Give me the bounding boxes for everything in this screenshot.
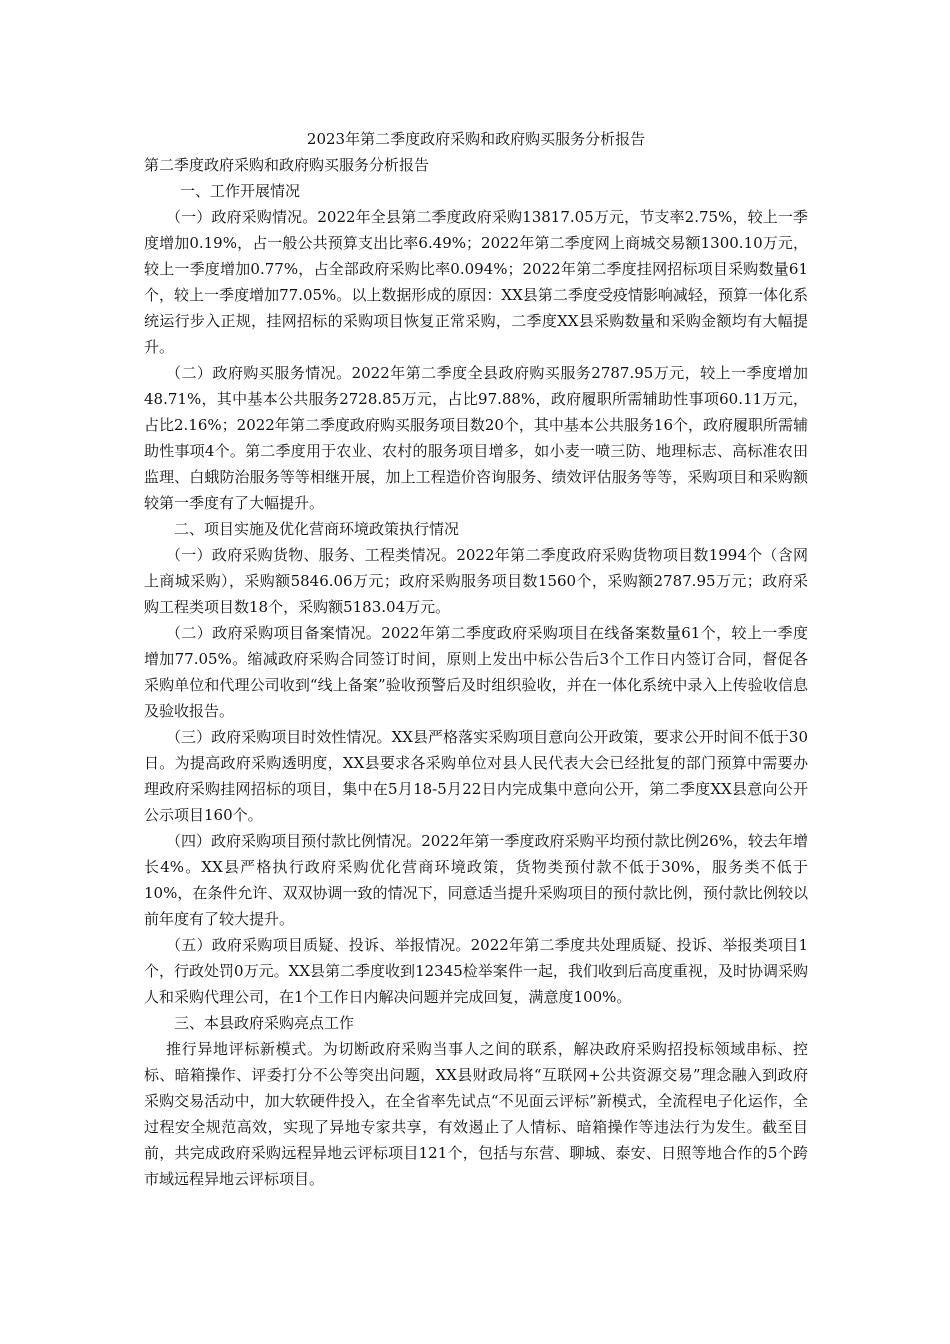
section-1-paragraph-1: （一）政府采购情况。2022年全县第二季度政府采购13817.05万元，节支率2.75%，较上一季度增加0.19%，占一般公共预算支出比率6.49%；2022年第二季度网上商城交易额1300.10万元，较上一季度增加0.77%，占全部政府采购比率0.094%；2022年第二季度挂网招标项目采购数量61个，较上一季度增加77.05%。以上数据形成的原因：XX县第二季度受疫情影响减轻，预算一体化系统运行步入正规，挂网招标的采购项目恢复正常采购，二季度XX县采购数量和采购金额均有大幅提升。: [144, 208, 808, 356]
section-heading-1: 一、工作开展情况: [180, 182, 301, 200]
section-2-paragraph-5: （五）政府采购项目质疑、投诉、举报情况。2022年第二季度共处理质疑、投诉、举报类项目1个，行政处罚0万元。XX县第二季度收到12345检举案件一起，我们收到后高度重视，及时协调采购人和采购代理公司，在1个工作日内解决问题并完成回复，满意度100%。: [144, 936, 808, 1006]
section-2-paragraph-1: （一）政府采购货物、服务、工程类情况。2022年第二季度政府采购货物项目数1994个（含网上商城采购），采购额5846.06万元；政府采购服务项目数1560个，采购额2787.95万元；政府采购工程类项目数18个，采购额5183.04万元。: [144, 546, 808, 616]
section-2-paragraph-4: （四）政府采购项目预付款比例情况。2022年第一季度政府采购平均预付款比例26%，较去年增长4%。XX县严格执行政府采购优化营商环境政策，货物类预付款不低于30%，服务类不低于10%，在条件允许、双双协调一致的情况下，同意适当提升采购项目的预付款比例，预付款比例较以前年度有了较大提升。: [144, 832, 808, 928]
document-title: 2023年第二季度政府采购和政府购买服务分析报告: [306, 130, 646, 148]
section-1-paragraph-2: （二）政府购买服务情况。2022年第二季度全县政府购买服务2787.95万元，较上一季度增加48.71%，其中基本公共服务2728.85万元，占比97.88%，政府履职所需辅助性事项60.11万元，占比2.16%；2022年第二季度政府购买服务项目数20个，其中基本公共服务16个，政府履职所需辅助性事项4个。第二季度用于农业、农村的服务项目增多，如小麦一喷三防、地理标志、高标准农田监理、白蛾防治服务等等相继开展，加上工程造价咨询服务、绩效评估服务等等，采购项目和采购额较第一季度有了大幅提升。: [144, 364, 809, 512]
section-heading-2: 二、项目实施及优化营商环境政策执行情况: [174, 520, 460, 538]
section-2-paragraph-2: （二）政府采购项目备案情况。2022年第二季度政府采购项目在线备案数量61个，较上一季度增加77.05%。缩减政府采购合同签订时间，原则上发出中标公告后3个工作日内签订合同，督促各采购单位和代理公司收到“线上备案”验收预警后及时组织验收，并在一体化系统中录入上传验收信息及验收报告。: [144, 624, 808, 720]
document-page: [144, 126, 808, 1192]
document-subtitle: 第二季度政府采购和政府购买服务分析报告: [144, 156, 430, 174]
section-heading-3: 三、本县政府采购亮点工作: [174, 1014, 355, 1032]
section-3-paragraph-1: 推行异地评标新模式。为切断政府采购当事人之间的联系，解决政府采购招投标领域串标、控标、暗箱操作、评委打分不公等突出问题，XX县财政局将“互联网+公共资源交易”理念融入到政府采购交易活动中，加大软硬件投入，在全省率先试点“不见面云评标”新模式，全流程电子化运作，全过程安全规范高效，实现了异地专家共享，有效遏止了人情标、暗箱操作等违法行为发生。截至目前，共完成政府采购远程异地云评标项目121个，包括与东营、聊城、泰安、日照等地合作的5个跨市域远程异地云评标项目。: [144, 1040, 808, 1188]
section-2-paragraph-3: （三）政府采购项目时效性情况。XX县严格落实采购项目意向公开政策，要求公开时间不低于30日。为提高政府采购透明度，XX县要求各采购单位对县人民代表大会已经批复的部门预算中需要办理政府采购挂网招标的项目，集中在5月18-5月22日内完成集中意向公开，第二季度XX县意向公开公示项目160个。: [144, 728, 808, 824]
